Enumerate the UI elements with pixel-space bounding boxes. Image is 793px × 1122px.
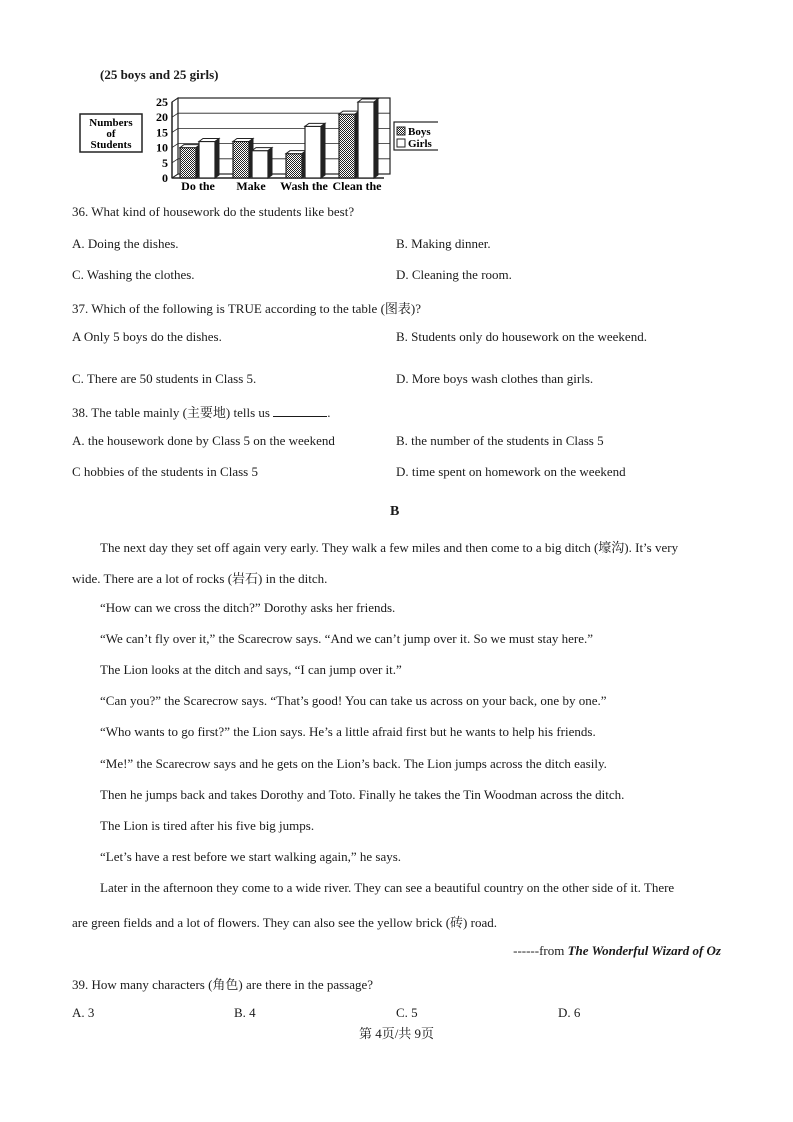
q39-option-a: A. 3 bbox=[72, 1005, 95, 1020]
question-39: 39. How many characters (角色) are there in the passage? bbox=[72, 977, 374, 992]
q38-text: 38. The table mainly (主要地) tells us bbox=[72, 405, 270, 420]
section-label: B bbox=[390, 504, 400, 519]
ylabel-text: Students bbox=[90, 139, 132, 151]
q39-option-c: C. 5 bbox=[396, 1005, 418, 1020]
x-tick-label: Do the bbox=[181, 179, 215, 192]
y-tick-label: 20 bbox=[156, 110, 168, 125]
answer-blank bbox=[273, 406, 327, 417]
q36-option-c: C. Washing the clothes. bbox=[72, 267, 195, 282]
q37-option-b: B. Students only do housework on the weekend. bbox=[396, 329, 647, 344]
passage-line: are green fields and a lot of flowers. They can also see the yellow brick (砖) road. bbox=[72, 915, 497, 930]
ylabel-text: Numbers bbox=[89, 117, 133, 129]
source-title: The Wonderful Wizard of Oz bbox=[567, 943, 721, 958]
y-tick-label: 5 bbox=[162, 155, 168, 170]
passage-source bbox=[513, 943, 721, 959]
q38-option-d: D. time spent on homework on the weekend bbox=[396, 464, 626, 479]
bar-girls bbox=[199, 142, 215, 178]
q38-option-b: B. the number of the students in Class 5 bbox=[396, 433, 604, 448]
q37-option-d: D. More boys wash clothes than girls. bbox=[396, 371, 594, 386]
passage-line: wide. There are a lot of rocks (岩石) in the ditch. bbox=[72, 571, 328, 586]
legend-swatch-girls bbox=[397, 139, 405, 147]
x-tick-label: Make bbox=[236, 179, 266, 192]
axis-depth bbox=[172, 98, 178, 178]
y-tick-label: 10 bbox=[156, 140, 168, 155]
x-tick-label: Wash the bbox=[280, 179, 328, 192]
bar-girls bbox=[358, 102, 374, 178]
passage-line: “Can you?” the Scarecrow says. “That’s good! You can take us across on your back, one by one.” bbox=[100, 693, 607, 708]
q38-option-a: A. the housework done by Class 5 on the weekend bbox=[72, 433, 335, 448]
q37-option-c: C. There are 50 students in Class 5. bbox=[72, 371, 257, 386]
question-37: 37. Which of the following is TRUE according to the table (图表)? bbox=[72, 301, 421, 316]
passage-line: The next day they set off again very early. They walk a few miles and then come to a big ditch (壕沟). It’s very bbox=[100, 540, 679, 555]
bar-boys bbox=[180, 148, 196, 178]
passage-line: The Lion looks at the ditch and says, “I can jump over it.” bbox=[100, 662, 402, 677]
passage-line: “Who wants to go first?” the Lion says. He’s a little afraid first but he wants to help his friends. bbox=[100, 724, 596, 739]
passage-line: “We can’t fly over it,” the Scarecrow says. “And we can’t jump over it. So we must stay here.” bbox=[100, 631, 594, 646]
q37-option-a: A Only 5 boys do the dishes. bbox=[72, 329, 222, 344]
housework-bar-chart bbox=[78, 96, 438, 192]
bar-side bbox=[321, 123, 325, 178]
bar-girls bbox=[252, 151, 268, 178]
passage-line: “Me!” the Scarecrow says and he gets on the Lion’s back. The Lion jumps across the ditch easily. bbox=[100, 756, 607, 771]
bar-boys bbox=[286, 154, 302, 178]
q38-option-c: C hobbies of the students in Class 5 bbox=[72, 464, 258, 479]
passage-line: “Let’s have a rest before we start walking again,” he says. bbox=[100, 849, 402, 864]
q39-option-b: B. 4 bbox=[234, 1005, 256, 1020]
ylabel-text: of bbox=[106, 128, 116, 140]
passage-line: “How can we cross the ditch?” Dorothy asks her friends. bbox=[100, 600, 396, 615]
y-tick-label: 15 bbox=[156, 125, 168, 140]
q36-option-b: B. Making dinner. bbox=[396, 236, 491, 251]
q36-option-a: A. Doing the dishes. bbox=[72, 236, 179, 251]
bar-boys bbox=[339, 114, 355, 178]
bar-side bbox=[215, 139, 219, 178]
passage-line: Later in the afternoon they come to a wide river. They can see a beautiful country on the other side of it. There bbox=[100, 880, 675, 895]
passage-line: Then he jumps back and takes Dorothy and Toto. Finally he takes the Tin Woodman across the ditch. bbox=[100, 787, 625, 802]
q39-option-d: D. 6 bbox=[558, 1005, 581, 1020]
bar-side bbox=[374, 99, 378, 178]
question-38 bbox=[72, 402, 330, 421]
chart-caption: (25 boys and 25 girls) bbox=[100, 67, 219, 82]
bar-girls bbox=[305, 126, 321, 178]
q36-option-d: D. Cleaning the room. bbox=[396, 267, 512, 282]
y-tick-label: 0 bbox=[162, 171, 168, 185]
question-36: 36. What kind of housework do the students like best? bbox=[72, 204, 355, 219]
q38-period: . bbox=[327, 405, 331, 420]
y-tick-label: 25 bbox=[156, 96, 168, 109]
passage-line: The Lion is tired after his five big jumps. bbox=[100, 818, 315, 833]
legend-label-girls: Girls bbox=[408, 138, 432, 150]
source-prefix: ------from bbox=[513, 943, 568, 958]
legend-label-boys: Boys bbox=[408, 126, 431, 138]
bar-boys bbox=[233, 142, 249, 178]
page-footer: 第 4页/共 9页 bbox=[358, 1026, 435, 1041]
legend-swatch-boys bbox=[397, 127, 405, 135]
bar-side bbox=[268, 148, 272, 178]
x-tick-label: Clean the bbox=[332, 179, 382, 192]
